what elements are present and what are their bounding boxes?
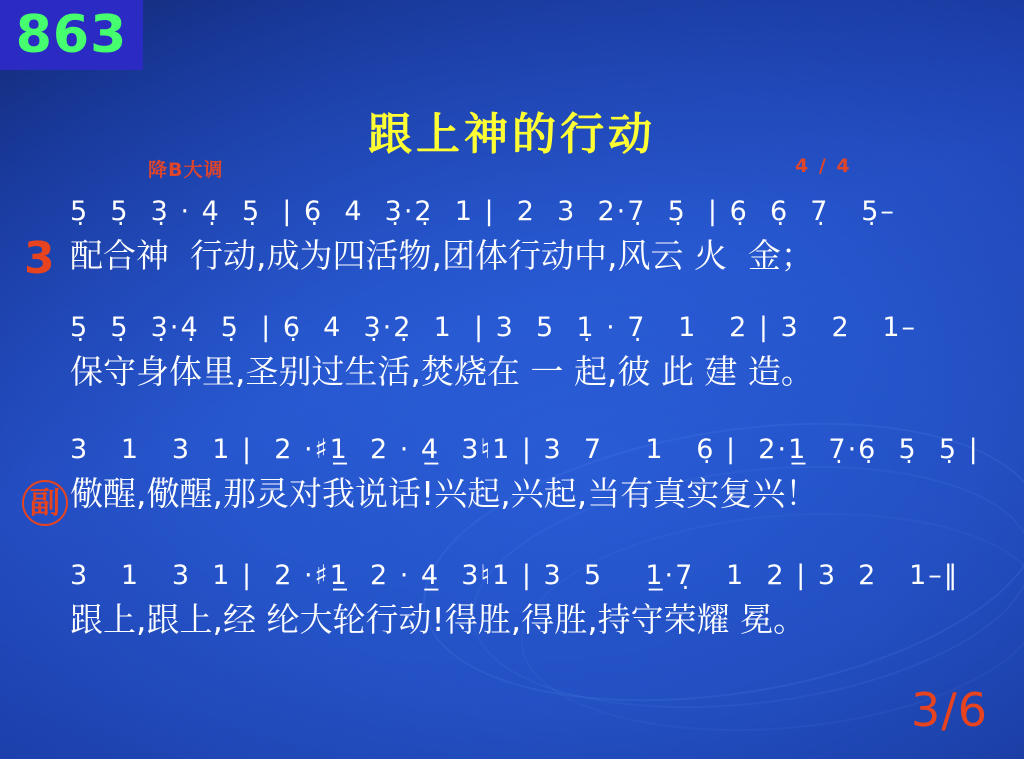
hymn-number-badge — [0, 0, 143, 70]
notation-row: 5̣ 5̣ 3̣ · 4̣ 5̣ | 6̣ 4 3̣·2̣ 1 | 2 3 2·7̣ 5̣ | 6̣ 6̣ 7̣ 5̣– — [70, 196, 896, 227]
lyrics-row: 儆醒,儆醒,那灵对我说话!兴起,兴起,当有真实复兴！ — [70, 474, 819, 513]
music-line-4 — [70, 560, 1010, 641]
music-line-1 — [70, 196, 1010, 277]
page-indicator: 3/6 — [910, 683, 988, 737]
chorus-mark: 副 — [22, 480, 68, 526]
hymn-number-text: 863 — [15, 5, 128, 65]
music-line-2 — [70, 312, 1010, 393]
notation-row: 3 1 3 1 | 2 ·♯1̲ 2 · 4̲ 3♮1 | 3 5 1̲·7̣ 1 2 | 3 2 1–‖ — [70, 560, 960, 591]
time-signature-label: 4 / 4 — [795, 155, 852, 177]
notation-row: 5̣ 5̣ 3̣·4̣ 5̣ | 6̣ 4 3̣·2̣ 1 | 3 5 1̣ · 7̣ 1 2 | 3 2 1– — [70, 312, 918, 343]
lyrics-row: 跟上,跟上,经 纶大轮行动!得胜,得胜,持守荣耀 冕。 — [70, 600, 807, 639]
key-signature-label: 降B大调 — [148, 159, 224, 181]
lyrics-row: 配合神 行动,成为四活物,团体行动中,风云 火 金； — [70, 236, 814, 275]
notation-row: 3 1 3 1 | 2 ·♯1̲ 2 · 4̲ 3♮1 | 3 7 1 6̣ | 2·1̲ 7̣·6̣ 5̣ 5̣ | — [70, 434, 980, 465]
verse-number-mark: 3 — [24, 233, 55, 284]
page-title: 跟上神的行动 — [368, 109, 656, 160]
lyrics-row: 保守身体里,圣别过生活,焚烧在 一 起,彼 此 建 造。 — [70, 352, 814, 391]
music-line-3 — [70, 434, 1010, 515]
